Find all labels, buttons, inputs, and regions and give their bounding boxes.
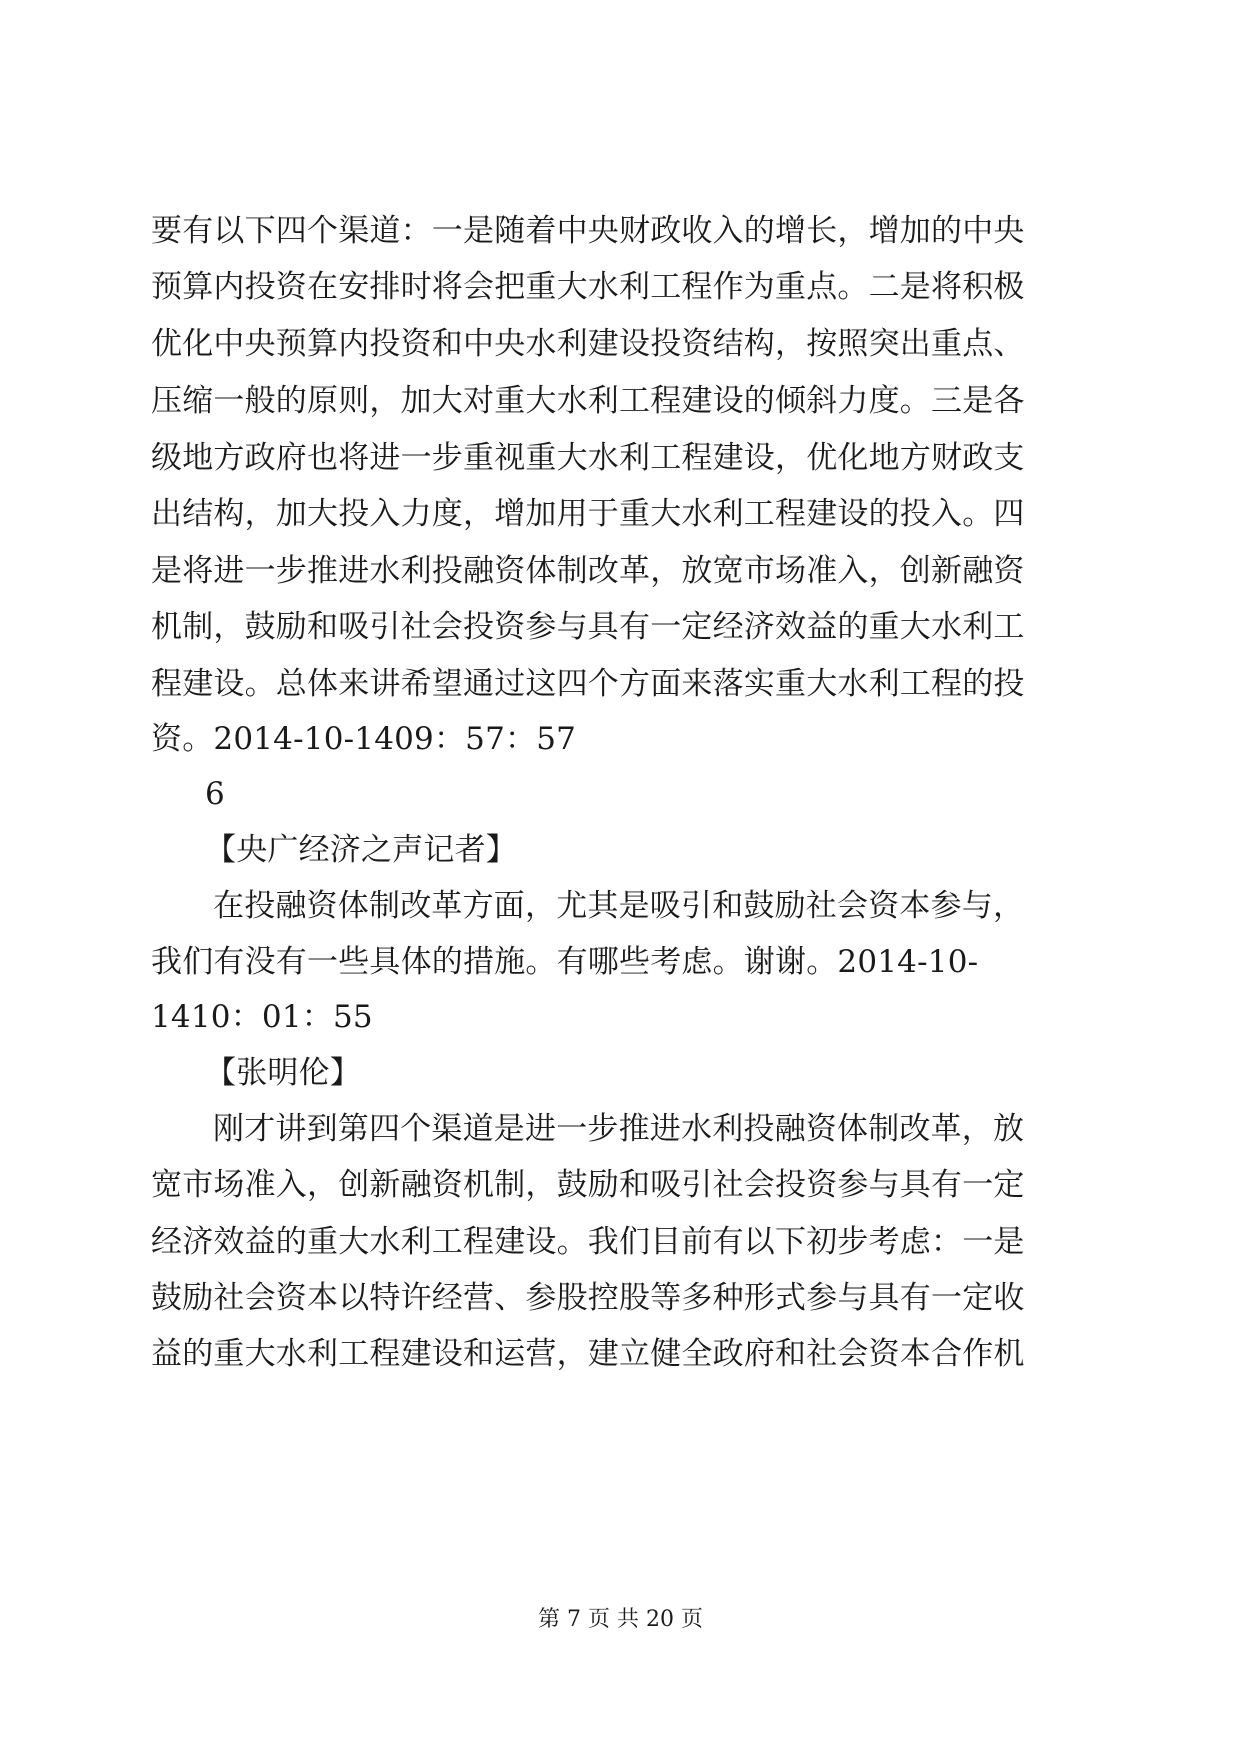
paragraph-line: 6 [205, 776, 225, 812]
paragraph-line: 资。2014-10-1409：57：57 [151, 721, 577, 757]
paragraph-line: 宽市场准入，创新融资机制，鼓励和吸引社会投资参与具有一定 [151, 1167, 1025, 1203]
paragraph-line: 要有以下四个渠道：一是随着中央财政收入的增长，增加的中央 [151, 213, 1025, 249]
paragraph-line: 优化中央预算内投资和中央水利建设投资结构，按照突出重点、 [151, 326, 1025, 362]
paragraph-line: 鼓励社会资本以特许经营、参股控股等多种形式参与具有一定收 [151, 1280, 1025, 1316]
speaker-heading: 【央广经济之声记者】 [205, 832, 517, 868]
paragraph-line: 1410：01：55 [151, 999, 373, 1035]
paragraph-line: 出结构，加大投入力度，增加用于重大水利工程建设的投入。四 [151, 496, 1025, 532]
paragraph-line: 在投融资体制改革方面，尤其是吸引和鼓励社会资本参与， [213, 888, 1025, 924]
paragraph-line: 预算内投资在安排时将会把重大水利工程作为重点。二是将积极 [151, 269, 1025, 305]
speaker-heading: 【张明伦】 [205, 1055, 361, 1091]
page-footer: 第 7 页 共 20 页 [538, 1607, 703, 1632]
paragraph-line: 经济效益的重大水利工程建设。我们目前有以下初步考虑：一是 [151, 1224, 1025, 1260]
paragraph-line: 程建设。总体来讲希望通过这四个方面来落实重大水利工程的投 [151, 666, 1025, 702]
paragraph-line: 机制，鼓励和吸引社会投资参与具有一定经济效益的重大水利工 [151, 609, 1025, 645]
paragraph-line: 益的重大水利工程建设和运营，建立健全政府和社会资本合作机 [151, 1336, 1025, 1372]
paragraph-line: 级地方政府也将进一步重视重大水利工程建设，优化地方财政支 [151, 440, 1025, 476]
paragraph-line: 是将进一步推进水利投融资体制改革，放宽市场准入，创新融资 [151, 553, 1025, 589]
paragraph-line: 刚才讲到第四个渠道是进一步推进水利投融资体制改革，放 [213, 1111, 1025, 1147]
paragraph-line: 我们有没有一些具体的措施。有哪些考虑。谢谢。2014-10- [151, 944, 979, 980]
paragraph-line: 压缩一般的原则，加大对重大水利工程建设的倾斜力度。三是各 [151, 383, 1025, 419]
